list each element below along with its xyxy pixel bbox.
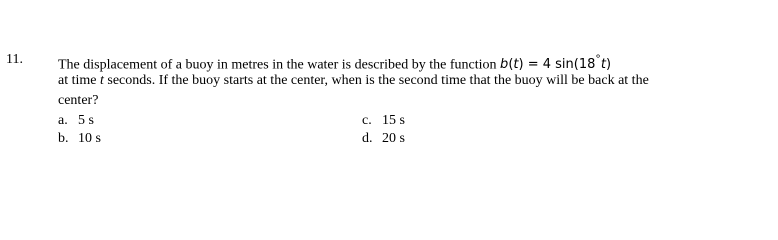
function-variable: t — [513, 57, 519, 73]
choice-value: 20 s — [382, 131, 405, 146]
question-text-part: seconds. If the buoy starts at the center, when is the second time that the buoy will be back at the — [103, 73, 649, 88]
choice-value: 15 s — [382, 113, 405, 128]
question-line-2 — [58, 72, 649, 90]
question-text-part: at time — [58, 73, 100, 88]
choice-a — [58, 112, 94, 130]
choice-b — [58, 130, 101, 148]
choice-value: 10 s — [78, 131, 101, 146]
choice-value: 5 s — [78, 113, 94, 128]
time-variable: t — [100, 73, 104, 88]
degree-symbol: ° — [595, 53, 601, 66]
function-coefficient: 4 — [542, 57, 552, 73]
choice-letter: d. — [362, 131, 373, 146]
function-name: b — [500, 57, 509, 73]
choice-letter: a. — [58, 113, 68, 128]
question-line-1 — [58, 51, 611, 74]
choice-d — [362, 130, 405, 148]
question-text-part: The displacement of a buoy in metres in the water is described by the function — [58, 57, 501, 73]
choice-letter: b. — [58, 131, 69, 146]
function-sine: sin(18 — [555, 57, 596, 73]
question-number: 11. — [6, 52, 23, 67]
question-line-3: center? — [58, 93, 99, 108]
choice-letter: c. — [362, 113, 372, 128]
function-expression: b(t) = 4 sin(18°t) — [500, 53, 612, 73]
function-variable-2: t — [600, 57, 606, 73]
choice-c — [362, 112, 405, 130]
